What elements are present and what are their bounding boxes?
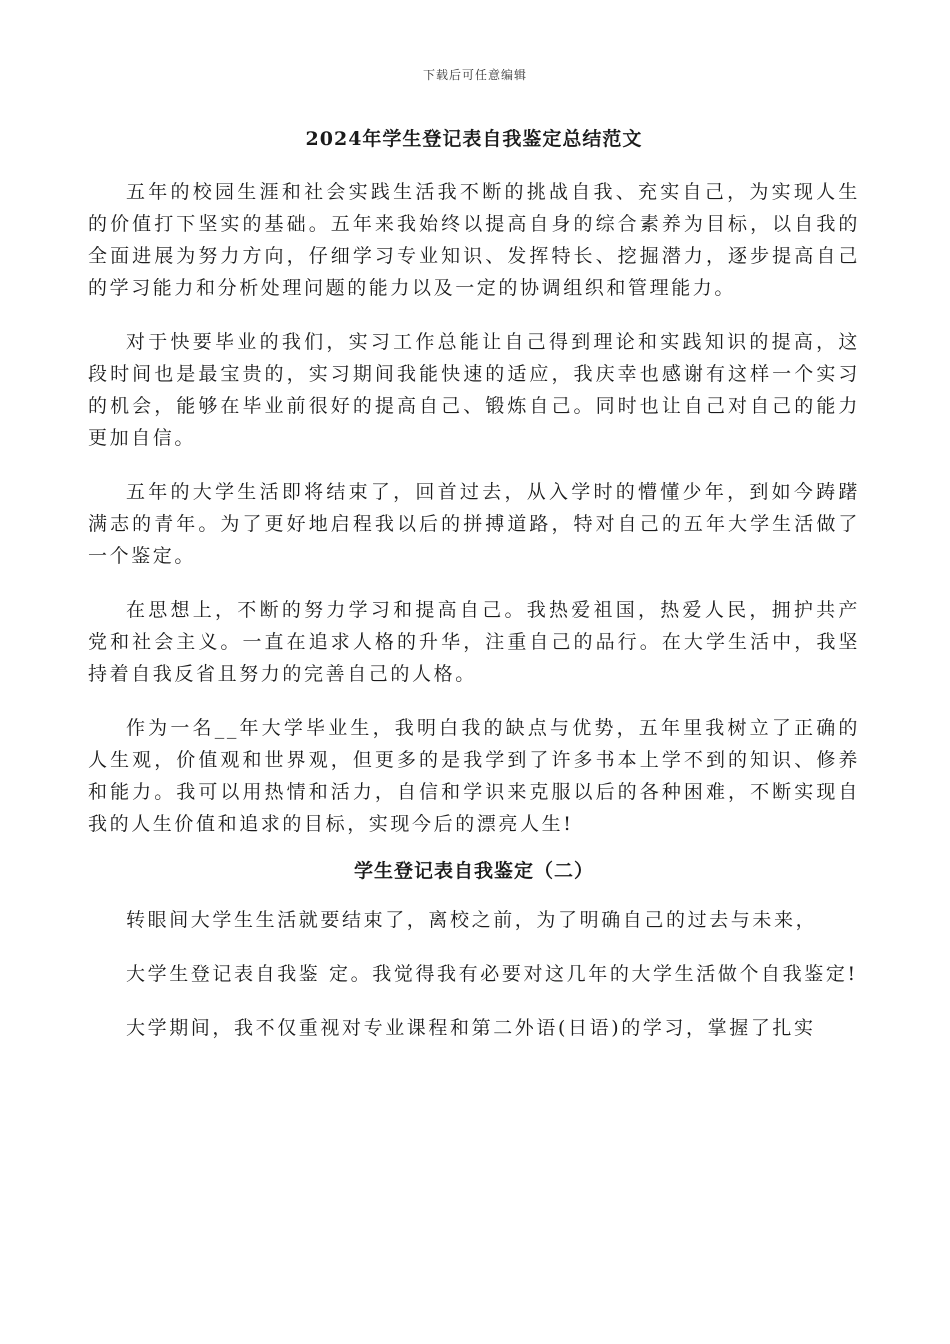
paragraph: 大学生登记表自我鉴 定。我觉得我有必要对这几年的大学生活做个自我鉴定! [126, 963, 858, 985]
paragraph: 转眼间大学生生活就要结束了，离校之前，为了明确自己的过去与未来， [126, 909, 818, 931]
section-title: 学生登记表自我鉴定（二） [353, 860, 594, 882]
paragraph: 在思想上，不断的努力学习和提高自己。我热爱祖国，热爱人民，拥护共产党和社会主义。一直在追求人格的升华，注重自己的品行。在大学生活中，我坚持着自我反省且努力的完善自己的人格。 [88, 599, 860, 685]
paragraph: 五年的校园生涯和社会实践生活我不断的挑战自我、充实自己，为实现人生的价值打下坚实的基础。五年来我始终以提高自身的综合素养为目标，以自我的全面进展为努力方向，仔细学习专业知识、发挥特长、挖掘潜力，逐步提高自己的学习能力和分析处理问题的能力以及一定的协调组织和管理能力。 [88, 181, 860, 299]
paragraph: 作为一名__年大学毕业生，我明白我的缺点与优势，五年里我树立了正确的人生观，价值观和世界观，但更多的是我学到了许多书本上学不到的知识、修养和能力。我可以用热情和活力，自信和学识来克服以后的各种困难，不断实现自我的人生价值和追求的目标，实现今后的漂亮人生! [88, 717, 860, 835]
document-title: 2024年学生登记表自我鉴定总结范文 [305, 128, 643, 150]
paragraph: 五年的大学生活即将结束了，回首过去，从入学时的懵懂少年，到如今踌躇满志的青年。为了更好地启程我以后的拼搏道路，特对自己的五年大学生活做了一个鉴定。 [88, 481, 860, 567]
paragraph: 大学期间，我不仅重视对专业课程和第二外语(日语)的学习，掌握了扎实 [126, 1017, 816, 1039]
header-note: 下载后可任意编辑 [422, 68, 527, 82]
paragraph: 对于快要毕业的我们，实习工作总能让自己得到理论和实践知识的提高，这段时间也是最宝贵的，实习期间我能快速的适应，我庆幸也感谢有这样一个实习的机会，能够在毕业前很好的提高自己、锻炼自己。同时也让自己对自己的能力更加自信。 [88, 331, 860, 449]
document-page [88, 122, 860, 1066]
